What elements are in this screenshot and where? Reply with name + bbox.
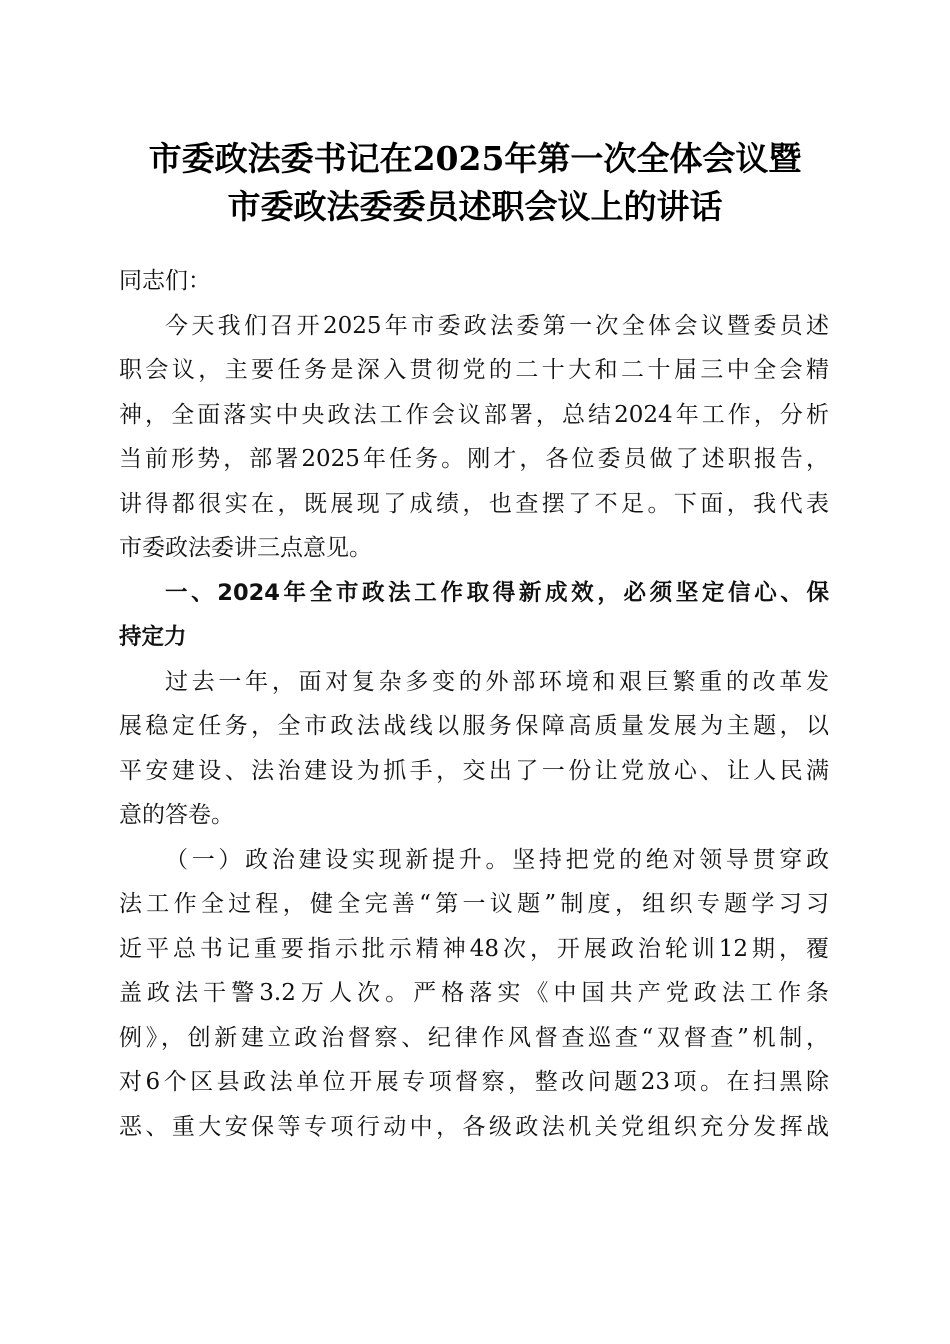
document-body xyxy=(119,259,829,1149)
paragraph-line: 今天我们召开2025年市委政法委第一次全体会议暨委员述 xyxy=(165,312,829,339)
paragraph-line: 恶、重大安保等专项行动中，各级政法机关党组织充分发挥战 xyxy=(119,1113,829,1140)
document-title-line-1: 市委政法委书记在2025年第一次全体会议暨 xyxy=(148,139,802,178)
paragraph-line: 当前形势，部署2025年任务。刚才，各位委员做了述职报告， xyxy=(119,446,829,472)
paragraph-line: 对6个区县政法单位开展专项督察，整改问题23项。在扫黑除 xyxy=(119,1069,829,1095)
document-title-line-2: 市委政法委委员述职会议上的讲话 xyxy=(227,187,723,226)
heading-line: 一、2024年全市政法工作取得新成效，必须坚定信心、保 xyxy=(165,579,829,606)
salutation: 同志们： xyxy=(119,268,211,294)
paragraph-line: 意的答卷。 xyxy=(119,802,234,828)
paragraph-line: 展稳定任务，全市政法战线以服务保障高质量发展为主题，以 xyxy=(119,713,829,739)
paragraph-line: 平安建设、法治建设为抓手，交出了一份让党放心、让人民满 xyxy=(119,757,829,784)
paragraph-opening xyxy=(119,304,829,571)
paragraph-line: 市委政法委讲三点意见。 xyxy=(119,535,372,561)
paragraph-line: 神，全面落实中央政法工作会议部署，总结2024年工作，分析 xyxy=(119,401,829,428)
heading-line: 持定力 xyxy=(119,624,187,650)
paragraph-line: 近平总书记重要指示批示精神48次，开展政治轮训12期，覆 xyxy=(119,935,829,962)
paragraph-line: 过去一年，面对复杂多变的外部环境和艰巨繁重的改革发 xyxy=(165,668,829,695)
paragraph-line: 讲得都很实在，既展现了成绩，也查摆了不足。下面，我代表 xyxy=(119,490,829,517)
paragraph-political-building xyxy=(119,838,829,1150)
paragraph-line: （一）政治建设实现新提升。坚持把党的绝对领导贯穿政 xyxy=(165,846,829,873)
paragraph-line: 法工作全过程，健全完善“第一议题”制度，组织专题学习习 xyxy=(119,891,829,917)
section-heading-1 xyxy=(119,571,829,660)
paragraph-line: 盖政法干警3.2万人次。严格落实《中国共产党政法工作条 xyxy=(119,980,829,1006)
paragraph-line: 例》，创新建立政治督察、纪律作风督查巡查“双督查”机制， xyxy=(119,1024,829,1051)
paragraph-line: 职会议，主要任务是深入贯彻党的二十大和二十届三中全会精 xyxy=(119,357,829,383)
paragraph-review xyxy=(119,660,829,838)
